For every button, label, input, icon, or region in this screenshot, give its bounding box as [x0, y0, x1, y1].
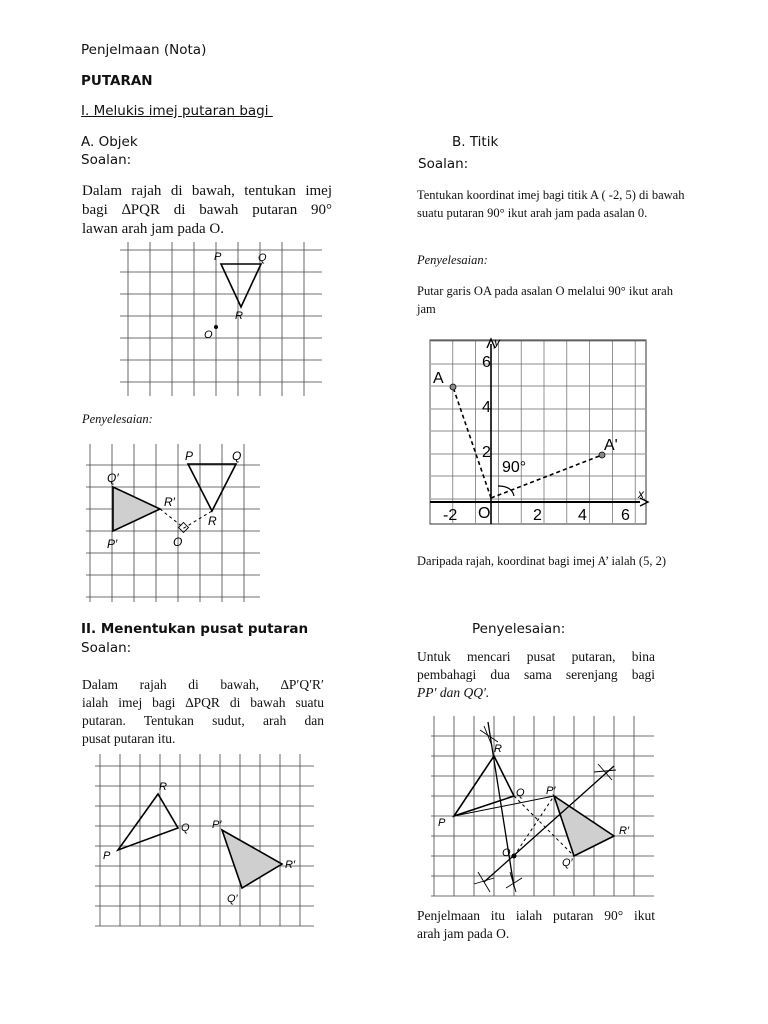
part-a-heading: A. Objek	[81, 134, 138, 150]
label-p: P	[185, 449, 194, 463]
label-r-prime: R′	[619, 825, 630, 837]
label-p: P	[103, 850, 111, 862]
tick-y-4: 4	[482, 399, 491, 416]
part-a-question-line1: Dalam rajah di bawah, tentukan imej	[82, 183, 332, 199]
part-a-question-line3: lawan arah jam pada O.	[82, 221, 225, 237]
part-a-solution-label: Penyelesaian:	[82, 412, 153, 426]
label-q: Q	[181, 822, 190, 834]
section2-conclusion-line2: arah jam pada O.	[417, 926, 510, 941]
label-r-prime: R′	[164, 495, 175, 509]
label-o: O	[173, 535, 183, 549]
tick-x-neg2: -2	[443, 507, 458, 524]
triangle-pqr	[454, 756, 514, 816]
section2-solution-line3: PP′ dan QQ′.	[417, 685, 490, 700]
part-b-heading: B. Titik	[452, 134, 499, 150]
part-a-soalan: Soalan:	[81, 152, 132, 168]
centre-o	[512, 854, 517, 859]
label-a-prime: A'	[604, 437, 618, 454]
part-b-solution-label: Penyelesaian:	[417, 253, 488, 267]
note-title: Penjelmaan (Nota)	[81, 42, 207, 58]
part-b-graph	[426, 336, 652, 528]
topic-heading: PUTARAN	[81, 73, 153, 89]
object-triangle-pqr	[188, 464, 236, 511]
section2-question-grid	[95, 754, 314, 926]
part-b-step: Putar garis OA pada asalan O melalui 90° ikut arah jam	[417, 284, 673, 316]
label-o: O	[204, 329, 213, 341]
section2-solution-line1: Untuk mencari pusat putaran, bina	[417, 649, 655, 664]
point-a	[450, 384, 456, 390]
section2-question-figure	[92, 750, 318, 930]
label-r: R	[208, 514, 217, 528]
tick-x-6: 6	[621, 507, 630, 524]
label-p-prime: P′	[546, 785, 556, 797]
label-p-prime: P′	[212, 819, 222, 831]
label-p: P	[438, 817, 446, 829]
section2-solution-line2: pembahagi dua sama serenjang bagi	[417, 667, 655, 682]
section2-solution-heading: Penyelesaian:	[472, 621, 566, 637]
triangle-pqr-prime	[222, 830, 282, 888]
graph-grid	[430, 341, 645, 523]
tick-x-4: 4	[578, 507, 587, 524]
section2-question-line2: ialah imej bagi ∆PQR di bawah suatu	[82, 695, 324, 710]
label-q: Q	[516, 787, 525, 799]
y-axis-label: y	[494, 336, 500, 349]
section1-heading: I. Melukis imej putaran bagi	[81, 103, 273, 119]
point-o	[214, 325, 218, 329]
part-a-question-line2: bagi ∆PQR di bawah putaran 90°	[82, 202, 332, 218]
label-origin: O	[478, 505, 491, 522]
tick-y-6: 6	[482, 354, 491, 371]
label-o: O	[502, 847, 511, 859]
triangle-pqr	[221, 264, 261, 307]
part-b-question: Tentukan koordinat imej bagi titik A ( -2, 5) di bawah suatu putaran 90° ikut arah jam pada asalan 0.	[417, 188, 685, 220]
triangle-pqr	[118, 794, 178, 850]
label-r-prime: R′	[285, 859, 296, 871]
section2-question-line3: putaran. Tentukan sudut, arah dan	[82, 713, 324, 728]
label-angle: 90°	[502, 459, 527, 476]
tick-y-2: 2	[482, 444, 491, 461]
label-p: P	[214, 251, 222, 263]
x-axis-label: x	[638, 487, 644, 501]
label-q-prime: Q′	[107, 471, 119, 485]
triangle-pqr-prime	[554, 796, 614, 856]
label-q-prime: Q′	[227, 893, 238, 905]
label-p-prime: P′	[107, 537, 118, 551]
label-a: A	[433, 370, 444, 387]
tick-x-2: 2	[533, 507, 542, 524]
section2-solution-grid	[431, 716, 654, 896]
section2-conclusion-line1: Penjelmaan itu ialah putaran 90° ikut	[417, 908, 655, 923]
label-r: R	[494, 743, 502, 755]
graph-frame	[430, 340, 646, 524]
part-b-conclusion: Daripada rajah, koordinat bagi imej A’ ialah (5, 2)	[417, 554, 666, 568]
label-q: Q	[232, 449, 242, 463]
label-r: R	[159, 781, 167, 793]
label-q: Q	[258, 252, 267, 264]
section2-question-line1: Dalam rajah di bawah, ∆P′Q′R′	[82, 677, 324, 692]
section2-heading: II. Menentukan pusat putaran	[81, 621, 309, 637]
section2-soalan: Soalan:	[81, 640, 132, 656]
section2-question-line4: pusat putaran itu.	[82, 731, 176, 746]
section2-solution-figure	[428, 712, 658, 900]
part-a-question-figure	[116, 238, 326, 400]
label-q-prime: Q′	[562, 857, 573, 869]
part-a-solution-figure	[84, 436, 264, 606]
image-triangle-pqr	[113, 487, 160, 531]
part-b-soalan: Soalan:	[418, 156, 469, 172]
label-r: R	[235, 310, 243, 322]
